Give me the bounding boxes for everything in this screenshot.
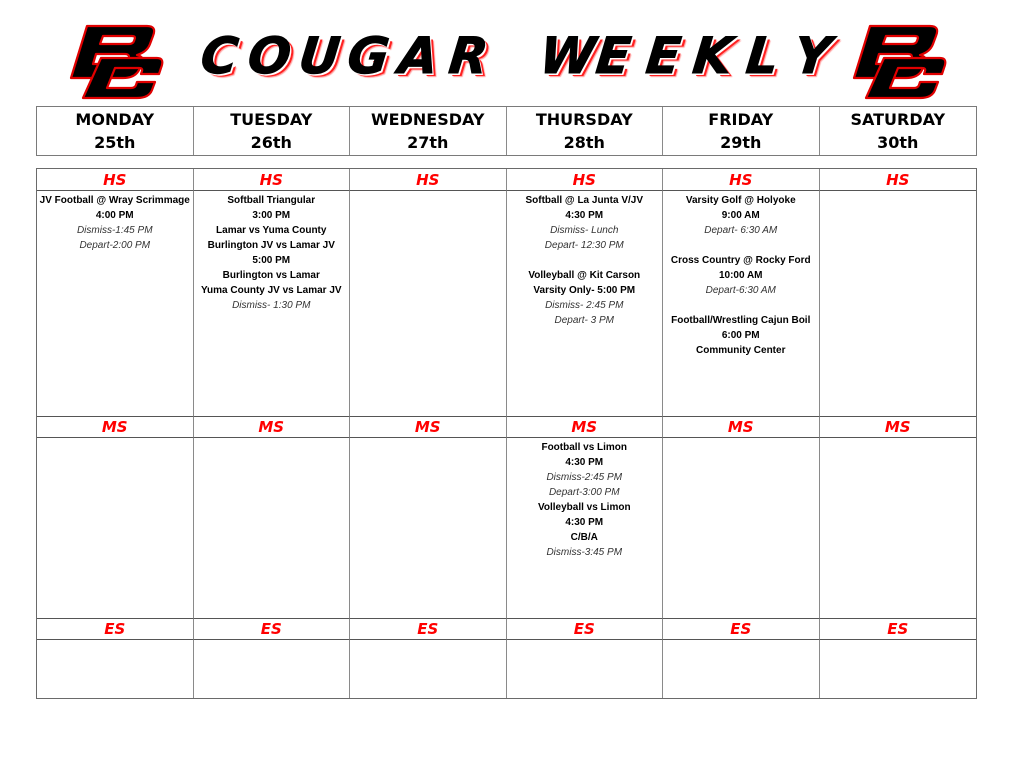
title-letter: O — [244, 27, 294, 85]
level-label: ES — [573, 620, 595, 638]
level-label: HS — [416, 170, 440, 189]
day-name: TUESDAY — [230, 110, 313, 129]
event-note: Dismiss- 1:30 PM — [232, 300, 311, 311]
es-events-cell-monday — [37, 640, 194, 698]
day-header-monday — [37, 107, 194, 155]
event-detail: 9:00 AM — [721, 210, 760, 221]
hs-label-cell-friday — [663, 169, 820, 191]
hs-label-cell-thursday — [507, 169, 664, 191]
es-events-cell-saturday — [820, 640, 977, 698]
event-detail: Burlington JV vs Lamar JV — [207, 240, 335, 251]
hs-events-cell-friday — [663, 191, 820, 416]
ms-events-cell-wednesday — [350, 438, 507, 618]
title-word-cougar — [196, 27, 492, 85]
event-detail: Community Center — [696, 345, 786, 356]
ms-label-cell-monday — [37, 416, 194, 438]
event-list — [820, 640, 977, 642]
page-header — [0, 0, 1024, 105]
title-letter: U — [295, 27, 343, 85]
spacer — [663, 298, 819, 313]
ms-events-cell-tuesday — [194, 438, 351, 618]
newsletter-title — [196, 26, 836, 86]
title-letter: E — [593, 27, 634, 85]
level-label: ES — [887, 620, 909, 638]
bc-logo-icon — [65, 22, 165, 100]
day-date: 27th — [407, 133, 449, 152]
event-note: Dismiss- Lunch — [550, 225, 619, 236]
event-detail: Softball @ La Junta V/JV — [525, 195, 644, 206]
title-letter: G — [345, 27, 393, 85]
ms-label-cell-wednesday — [350, 416, 507, 438]
es-label-cell-tuesday — [194, 618, 351, 640]
day-header-table — [36, 106, 977, 156]
level-label: MS — [101, 418, 128, 436]
hs-label-cell-tuesday — [194, 169, 351, 191]
title-letter: W — [536, 27, 599, 85]
level-label: MS — [258, 418, 285, 436]
day-date: 30th — [877, 133, 919, 152]
ms-events-cell-friday — [663, 438, 820, 618]
event-list — [350, 191, 506, 193]
event-detail: JV Football @ Wray Scrimmage — [39, 195, 190, 206]
day-header-tuesday — [194, 107, 351, 155]
day-header-thursday — [507, 107, 664, 155]
title-letter: C — [198, 27, 241, 85]
level-label: ES — [730, 620, 752, 638]
hs-label-cell-wednesday — [350, 169, 507, 191]
event-list — [194, 438, 350, 440]
hs-events-cell-tuesday — [194, 191, 351, 416]
hs-events-cell-saturday — [820, 191, 977, 416]
hs-label-cell-saturday — [820, 169, 977, 191]
level-label: HS — [886, 170, 910, 189]
title-letter: R — [446, 27, 491, 85]
event-list — [663, 438, 819, 440]
event-detail: 4:30 PM — [565, 457, 604, 468]
day-name: FRIDAY — [708, 110, 774, 129]
hs-events-cell-wednesday — [350, 191, 507, 416]
event-detail: Cross Country @ Rocky Ford — [670, 255, 811, 266]
day-date: 29th — [720, 133, 762, 152]
level-label: ES — [104, 620, 126, 638]
event-detail: 4:30 PM — [565, 210, 604, 221]
es-events-cell-friday — [663, 640, 820, 698]
event-list — [507, 191, 663, 328]
event-list — [507, 438, 663, 560]
day-header-saturday — [820, 107, 977, 155]
bc-logo-icon — [848, 22, 948, 100]
event-detail: Varsity Golf @ Holyoke — [685, 195, 796, 206]
day-name: SATURDAY — [850, 110, 946, 129]
level-label: MS — [727, 418, 754, 436]
event-list — [37, 191, 193, 253]
hs-label-cell-monday — [37, 169, 194, 191]
spacer — [507, 253, 663, 268]
event-note: Depart-3:00 PM — [548, 487, 620, 498]
event-list — [507, 640, 663, 642]
title-letter: A — [396, 27, 442, 85]
es-events-cell-tuesday — [194, 640, 351, 698]
schedule-table — [36, 168, 977, 699]
event-list — [820, 191, 977, 193]
event-note: Dismiss-2:45 PM — [546, 472, 623, 483]
event-detail: 5:00 PM — [252, 255, 291, 266]
level-label: ES — [260, 620, 282, 638]
event-detail: 4:00 PM — [95, 210, 134, 221]
level-label: HS — [103, 170, 127, 189]
title-letter: Y — [791, 27, 834, 85]
event-list — [194, 191, 350, 313]
event-list — [820, 438, 977, 440]
event-note: Depart- 6:30 AM — [704, 225, 778, 236]
level-label: ES — [417, 620, 439, 638]
event-detail: 4:30 PM — [565, 517, 604, 528]
day-header-friday — [663, 107, 820, 155]
day-date: 26th — [250, 133, 292, 152]
event-note: Depart-6:30 AM — [705, 285, 776, 296]
level-label: MS — [884, 418, 911, 436]
event-detail: C/B/A — [570, 532, 598, 543]
level-label: MS — [571, 418, 598, 436]
es-label-cell-friday — [663, 618, 820, 640]
hs-events-cell-monday — [37, 191, 194, 416]
event-list — [37, 640, 193, 642]
event-detail: Football vs Limon — [541, 442, 628, 453]
event-detail: Softball Triangular — [227, 195, 316, 206]
level-label: HS — [572, 170, 596, 189]
event-detail: Lamar vs Yuma County — [216, 225, 327, 236]
ms-label-cell-friday — [663, 416, 820, 438]
event-detail: Football/Wrestling Cajun Boil — [671, 315, 811, 326]
event-detail: 10:00 AM — [718, 270, 763, 281]
es-label-cell-saturday — [820, 618, 977, 640]
ms-label-cell-tuesday — [194, 416, 351, 438]
ms-events-cell-thursday — [507, 438, 664, 618]
es-events-cell-wednesday — [350, 640, 507, 698]
event-detail: Varsity Only- 5:00 PM — [533, 285, 636, 296]
event-detail: 6:00 PM — [721, 330, 760, 341]
ms-label-cell-thursday — [507, 416, 664, 438]
es-label-cell-thursday — [507, 618, 664, 640]
title-letter: L — [743, 27, 782, 85]
es-label-cell-wednesday — [350, 618, 507, 640]
event-list — [350, 640, 506, 642]
event-list — [663, 640, 819, 642]
day-header-wednesday — [350, 107, 507, 155]
event-list — [350, 438, 506, 440]
event-list — [663, 191, 819, 358]
event-detail: Yuma County JV vs Lamar JV — [200, 285, 342, 296]
event-detail: Volleyball vs Limon — [537, 502, 631, 513]
day-date: 25th — [94, 133, 136, 152]
event-note: Dismiss-3:45 PM — [546, 547, 623, 558]
day-date: 28th — [563, 133, 605, 152]
event-detail: 3:00 PM — [252, 210, 291, 221]
ms-label-cell-saturday — [820, 416, 977, 438]
es-label-cell-monday — [37, 618, 194, 640]
spacer — [663, 238, 819, 253]
day-name: THURSDAY — [535, 110, 633, 129]
event-note: Depart- 3 PM — [554, 315, 614, 326]
level-label: HS — [729, 170, 753, 189]
event-note: Dismiss-1:45 PM — [76, 225, 153, 236]
hs-events-cell-thursday — [507, 191, 664, 416]
title-word-weekly — [536, 27, 836, 85]
event-note: Depart- 12:30 PM — [544, 240, 624, 251]
level-label: HS — [259, 170, 283, 189]
event-list — [194, 640, 350, 642]
event-note: Dismiss- 2:45 PM — [545, 300, 624, 311]
level-label: MS — [414, 418, 441, 436]
event-detail: Burlington vs Lamar — [222, 270, 320, 281]
title-letter: E — [642, 27, 684, 85]
ms-events-cell-saturday — [820, 438, 977, 618]
title-letter: K — [690, 27, 736, 85]
es-events-cell-thursday — [507, 640, 664, 698]
day-name: MONDAY — [75, 110, 155, 129]
event-note: Depart-2:00 PM — [79, 240, 151, 251]
ms-events-cell-monday — [37, 438, 194, 618]
event-detail: Volleyball @ Kit Carson — [528, 270, 641, 281]
day-name: WEDNESDAY — [371, 110, 485, 129]
event-list — [37, 438, 193, 440]
